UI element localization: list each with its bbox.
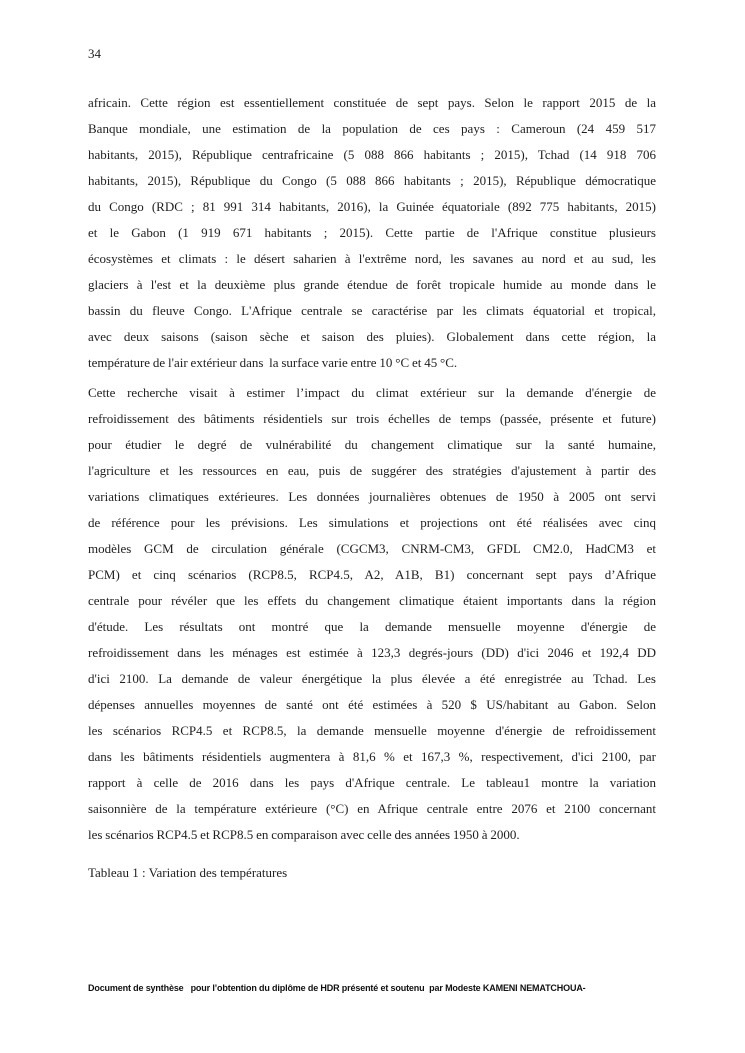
- text-line: glaciers à l'est et la deuxième plus grande étendue de forêt tropicale humide au monde dans le: [88, 277, 656, 292]
- text-line: rapport à celle de 2016 dans les pays d'Afrique centrale. Le tableau1 montre la variation: [88, 775, 656, 790]
- text-line: du Congo (RDC ; 81 991 314 habitants, 2016), la Guinée équatoriale (892 775 habitants, 2015): [88, 199, 656, 214]
- text-line: bassin du fleuve Congo. L'Afrique centrale se caractérise par les climats équatorial et tropical,: [88, 303, 656, 318]
- text-line: dans les bâtiments résidentiels augmentera à 81,6 % et 167,3 %, respectivement, d'ici 2100, par: [88, 749, 656, 764]
- text-line: avec deux saisons (saison sèche et saison des pluies). Globalement dans cette région, la: [88, 329, 656, 344]
- text-line: dépenses annuelles moyennes de santé ont été estimées à 520 $ US/habitant au Gabon. Selon: [88, 697, 656, 712]
- paragraph: [88, 380, 656, 848]
- text-line: écosystèmes et climats : le désert saharien à l'extrême nord, les savanes au nord et au sud, les: [88, 251, 656, 266]
- text-line: habitants, 2015), République centrafricaine (5 088 866 habitants ; 2015), Tchad (14 918 706: [88, 147, 656, 162]
- paragraphs: [88, 90, 656, 848]
- text-line: refroidissement des bâtiments résidentiels sur trois échelles de temps (passée, présente et future): [88, 411, 656, 426]
- text-line: PCM) et cinq scénarios (RCP8.5, RCP4.5, A2, A1B, B1) concernant sept pays d’Afrique: [88, 567, 656, 582]
- text-line: Banque mondiale, une estimation de la population de ces pays : Cameroun (24 459 517: [88, 121, 656, 136]
- text-line: habitants, 2015), République du Congo (5 088 866 habitants ; 2015), République démocratique: [88, 173, 656, 188]
- page-content: [88, 90, 656, 886]
- text-line: africain. Cette région est essentiellement constituée de sept pays. Selon le rapport 2015 de la: [88, 95, 656, 110]
- text-line: variations climatiques extérieures. Les données journalières obtenues de 1950 à 2005 ont servi: [88, 489, 656, 504]
- page-number: 34: [88, 46, 101, 61]
- footer-text: Document de synthèse pour l’obtention du diplôme de HDR présenté et soutenu par Modeste KAMENI NEMATCHOUA-: [88, 983, 586, 993]
- text-line: les scénarios RCP4.5 et RCP8.5, la demande mensuelle moyenne d'énergie de refroidissement: [88, 723, 656, 738]
- text-line: saisonnière de la température extérieure (°C) en Afrique centrale entre 2076 et 2100 concernant: [88, 801, 656, 816]
- text-line: l'agriculture et les ressources en eau, puis de suggérer des stratégies d'ajustement à partir des: [88, 463, 656, 478]
- text-line: de référence pour les prévisions. Les simulations et projections ont été réalisées avec cinq: [88, 515, 656, 530]
- text-line: et le Gabon (1 919 671 habitants ; 2015). Cette partie de l'Afrique constitue plusieurs: [88, 225, 656, 240]
- text-line: refroidissement dans les ménages est estimée à 123,3 degrés-jours (DD) d'ici 2046 et 192,4 DD: [88, 645, 656, 660]
- text-line: d'étude. Les résultats ont montré que la demande mensuelle moyenne d'énergie de: [88, 619, 656, 634]
- text-line: pour étudier le degré de vulnérabilité du changement climatique sur la santé humaine,: [88, 437, 656, 452]
- paragraph: [88, 90, 656, 376]
- text-line: Cette recherche visait à estimer l’impact du climat extérieur sur la demande d'énergie de: [88, 385, 656, 400]
- text-line: d'ici 2100. La demande de valeur énergétique la plus élevée a été enregistrée au Tchad. Les: [88, 671, 656, 686]
- text-line: température de l'air extérieur dans la surface varie entre 10 °C et 45 °C.: [88, 355, 458, 370]
- text-line: centrale pour révéler que les effets du changement climatique étaient importants dans la région: [88, 593, 656, 608]
- text-line: les scénarios RCP4.5 et RCP8.5 en comparaison avec celle des années 1950 à 2000.: [88, 827, 520, 842]
- text-line: modèles GCM de circulation générale (CGCM3, CNRM-CM3, GFDL CM2.0, HadCM3 et: [88, 541, 656, 556]
- table-caption: Tableau 1 : Variation des températures: [88, 865, 288, 880]
